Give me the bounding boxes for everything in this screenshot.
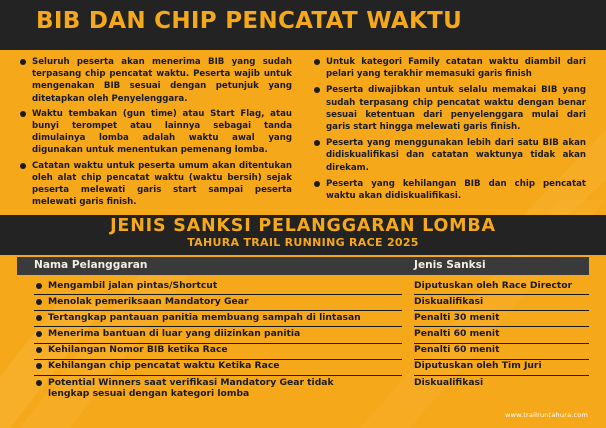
table-header — [17, 257, 589, 275]
bullet-icon — [314, 181, 320, 187]
page-title: BIB DAN CHIP PENCATAT WAKTU — [36, 8, 463, 34]
violation-cell: Menolak pemeriksaan Mandatory Gear — [48, 296, 249, 308]
table-row — [17, 327, 589, 343]
rule-text: Catatan waktu untuk peserta umum akan ditentukan oleh alat chip pencatat waktu (waktu bersih) sejak peserta melewati garis start sampai peserta melewati garis finish. — [32, 160, 292, 208]
row-divider — [414, 375, 589, 376]
rules-right-column — [314, 56, 586, 206]
rule-item — [314, 178, 586, 202]
rule-item — [20, 160, 292, 209]
row-divider — [414, 310, 589, 311]
sanction-cell: Diskualifikasi — [414, 296, 484, 308]
sanction-cell: Penalti 30 menit — [414, 312, 500, 324]
row-divider — [414, 343, 589, 344]
table-row — [17, 311, 589, 327]
column-header-violation: Nama Pelanggaran — [34, 259, 148, 271]
row-divider — [34, 375, 402, 376]
violation-cell: Menerima bantuan di luar yang diizinkan panitia — [48, 328, 301, 340]
row-divider — [414, 294, 589, 295]
violation-cell: Kehilangan chip pencatat waktu Ketika Race — [48, 360, 280, 372]
sanction-cell: Diskualifikasi — [414, 376, 484, 388]
rule-text: Peserta yang kehilangan BIB dan chip pencatat waktu akan didiskualifikasi. — [326, 178, 586, 202]
sanksi-table — [17, 279, 589, 403]
bullet-icon — [36, 283, 42, 289]
table-row — [17, 359, 589, 375]
rule-item — [20, 108, 292, 157]
bullet-icon — [20, 163, 26, 169]
violation-cell: Mengambil jalan pintas/Shortcut — [48, 280, 218, 291]
sanction-cell: Diputuskan oleh Race Director — [414, 280, 573, 291]
table-row — [17, 343, 589, 359]
violation-cell: Tertangkap pantauan panitia membuang sampah di lintasan — [48, 312, 361, 324]
bullet-icon — [314, 140, 320, 146]
rule-text: Untuk kategori Family catatan waktu diambil dari pelari yang terakhir memasuki garis finish — [326, 57, 586, 80]
rule-item — [314, 84, 586, 133]
row-divider — [34, 359, 402, 360]
bullet-icon — [20, 59, 26, 65]
bullet-icon — [20, 111, 26, 117]
row-divider — [414, 359, 589, 360]
table-row — [17, 279, 589, 295]
footer-url[interactable]: www.trailruntahura.com — [505, 411, 588, 419]
row-divider — [34, 343, 402, 344]
bullet-icon — [36, 315, 42, 321]
sanction-cell: Penalti 60 menit — [414, 328, 500, 340]
violation-cell: Kehilangan Nomor BIB ketika Race — [48, 344, 228, 356]
column-header-sanction: Jenis Sanksi — [414, 259, 486, 271]
bullet-icon — [36, 380, 42, 386]
bullet-icon — [36, 347, 42, 353]
sanction-cell: Penalti 60 menit — [414, 344, 500, 356]
rule-item — [314, 137, 586, 174]
row-divider — [414, 326, 589, 327]
sanction-cell: Diputuskan oleh Tim Juri — [414, 360, 542, 372]
table-row — [17, 376, 589, 403]
bullet-icon — [36, 331, 42, 337]
bullet-icon — [314, 59, 320, 65]
bullet-icon — [36, 299, 42, 305]
rule-item — [314, 56, 586, 80]
row-divider — [34, 310, 402, 311]
row-divider — [34, 294, 402, 295]
bullet-icon — [36, 363, 42, 369]
rule-text: Peserta diwajibkan untuk selalu memakai BIB yang sudah terpasang chip pencatat waktu dengan benar sesuai ketentuan dari penyelenggara mulai dari garis start hingga melewati garis finish. — [326, 85, 586, 133]
violation-cell: Potential Winners saat verifikasi Mandatory Gear tidak lengkap sesuai dengan kategori lomba — [48, 376, 334, 400]
rules-left-column — [20, 56, 292, 211]
rule-item — [20, 56, 292, 105]
rule-text: Seluruh peserta akan menerima BIB yang sudah terpasang chip pencatat waktu. Peserta wajib untuk mengenakan BIB sesuai dengan petunjuk yang ditetapkan oleh Penyelenggara. — [32, 57, 292, 104]
rule-text: Waktu tembakan (gun time) atau Start Flag, atau bunyi terompet atau lainnya sebagai tanda dimulainya lomba adalah waktu awal yang digunakan untuk menentukan pemenang lomba. — [32, 108, 292, 156]
rule-text: Peserta yang menggunakan lebih dari satu BIB akan didiskualifikasi dan catatan waktunya tidak akan direkam. — [326, 138, 586, 173]
row-divider — [34, 326, 402, 327]
table-row — [17, 295, 589, 311]
sanksi-title: JENIS SANKSI PELANGGARAN LOMBA — [110, 216, 496, 236]
sanksi-subtitle: TAHURA TRAIL RUNNING RACE 2025 — [187, 236, 419, 249]
bullet-icon — [314, 87, 320, 93]
